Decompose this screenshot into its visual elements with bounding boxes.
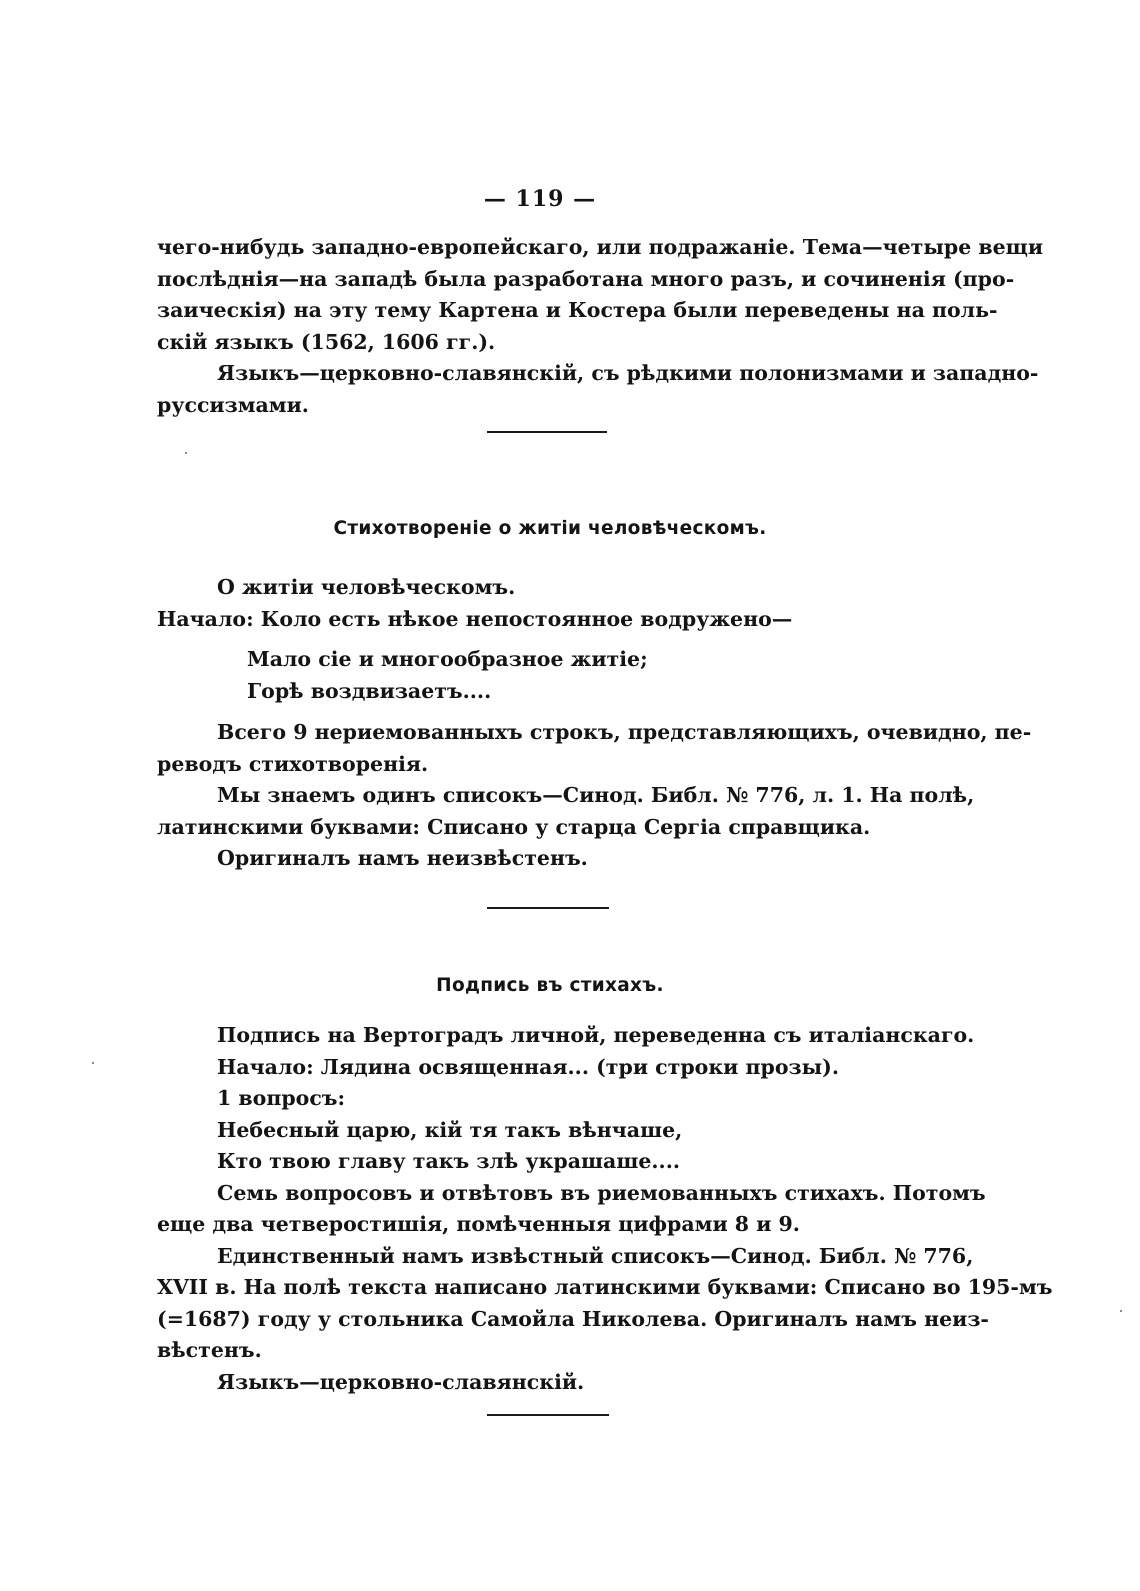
section-divider bbox=[487, 1414, 609, 1416]
section-1-heading: Стихотвореніе о житіи человѣческомъ. bbox=[333, 518, 767, 539]
text-line: послѣднія—на западѣ была разработана много разъ, и сочиненія (про- bbox=[157, 266, 1015, 291]
scan-speck bbox=[92, 1062, 94, 1064]
section-1-notes bbox=[157, 717, 1032, 875]
page-number: — 119 — bbox=[483, 186, 597, 212]
section-2-paragraph-2 bbox=[157, 1241, 1053, 1367]
text-line: Семь вопросовъ и отвѣтовъ въ риемованныхъ стихахъ. Потомъ bbox=[217, 1180, 986, 1205]
text-line: руссизмами. bbox=[157, 392, 309, 417]
section-1-paragraph-3 bbox=[157, 843, 943, 875]
verse-line: Горѣ воздвизаетъ.... bbox=[247, 678, 492, 703]
scan-speck bbox=[185, 452, 187, 454]
poem-title: О житіи человѣческомъ. bbox=[217, 575, 516, 599]
text-line: Языкъ—церковно-славянскій. bbox=[217, 1369, 585, 1394]
text-line: латинскими буквами: Списано у старца Сергіа справщика. bbox=[157, 814, 871, 839]
top-paragraph-2 bbox=[157, 358, 1039, 421]
text-line: Мы знаемъ одинъ списокъ—Синод. Библ. № 776, л. 1. На полѣ, bbox=[217, 783, 975, 807]
incipit-line: Начало: Лядина освященная... (три строки прозы). bbox=[217, 1054, 839, 1079]
section-1-body bbox=[157, 572, 943, 635]
verse-line: Кто твою главу такъ злѣ украшаше.... bbox=[217, 1149, 680, 1173]
text-line: Языкъ—церковно-славянскій, съ рѣдкими полонизмами и западно- bbox=[217, 361, 1039, 385]
text-line: (=1687) году у стольника Самойла Николева. Оригиналъ намъ неиз- bbox=[157, 1306, 989, 1331]
section-2-body bbox=[157, 1020, 1053, 1398]
text-line: Подпись на Вертоградъ личной, переведенна съ италіанскаго. bbox=[217, 1023, 975, 1047]
section-2-heading: Подпись въ стихахъ. bbox=[436, 975, 664, 996]
text-line: Единственный намъ извѣстный списокъ—Синод. Библ. № 776, bbox=[217, 1243, 974, 1268]
section-2-paragraph-3 bbox=[157, 1367, 943, 1399]
incipit-line: Начало: Коло есть нѣкое непостоянное водружено— bbox=[157, 606, 793, 631]
text-line: чего-нибудь западно-европейскаго, или подражаніе. Тема—четыре вещи bbox=[157, 235, 1044, 259]
text-line: заическія) на эту тему Картена и Костера были переведены на поль- bbox=[157, 298, 998, 322]
text-line: Оригиналъ намъ неизвѣстенъ. bbox=[217, 846, 588, 870]
text-line: еще два четверостишія, помѣченныя цифрами 8 и 9. bbox=[157, 1212, 800, 1236]
text-line: Всего 9 нериемованныхъ строкъ, представляющихъ, очевидно, пе- bbox=[217, 720, 1032, 744]
section-1-paragraph-2 bbox=[157, 780, 975, 843]
verse-line: Мало сіе и многообразное житіе; bbox=[247, 647, 648, 671]
text-line: скій языкъ (1562, 1606 гг.). bbox=[157, 329, 496, 354]
section-1-verse bbox=[157, 644, 943, 707]
section-divider bbox=[487, 907, 609, 909]
text-line: 1 вопросъ: bbox=[217, 1086, 346, 1110]
section-1-paragraph-1 bbox=[157, 717, 1032, 780]
verse-line: Небесный царю, кій тя такъ вѣнчаше, bbox=[217, 1117, 683, 1142]
text-line: реводъ стихотворенія. bbox=[157, 751, 429, 776]
top-paragraph-1 bbox=[157, 232, 1044, 358]
scan-speck bbox=[1120, 1310, 1122, 1312]
top-section bbox=[157, 232, 1044, 421]
section-2-paragraph-1 bbox=[157, 1178, 986, 1241]
section-divider bbox=[487, 431, 607, 433]
text-line: вѣстенъ. bbox=[157, 1338, 262, 1362]
text-line: XVII в. На полѣ текста написано латинскими буквами: Списано во 195-мъ bbox=[157, 1275, 1053, 1299]
